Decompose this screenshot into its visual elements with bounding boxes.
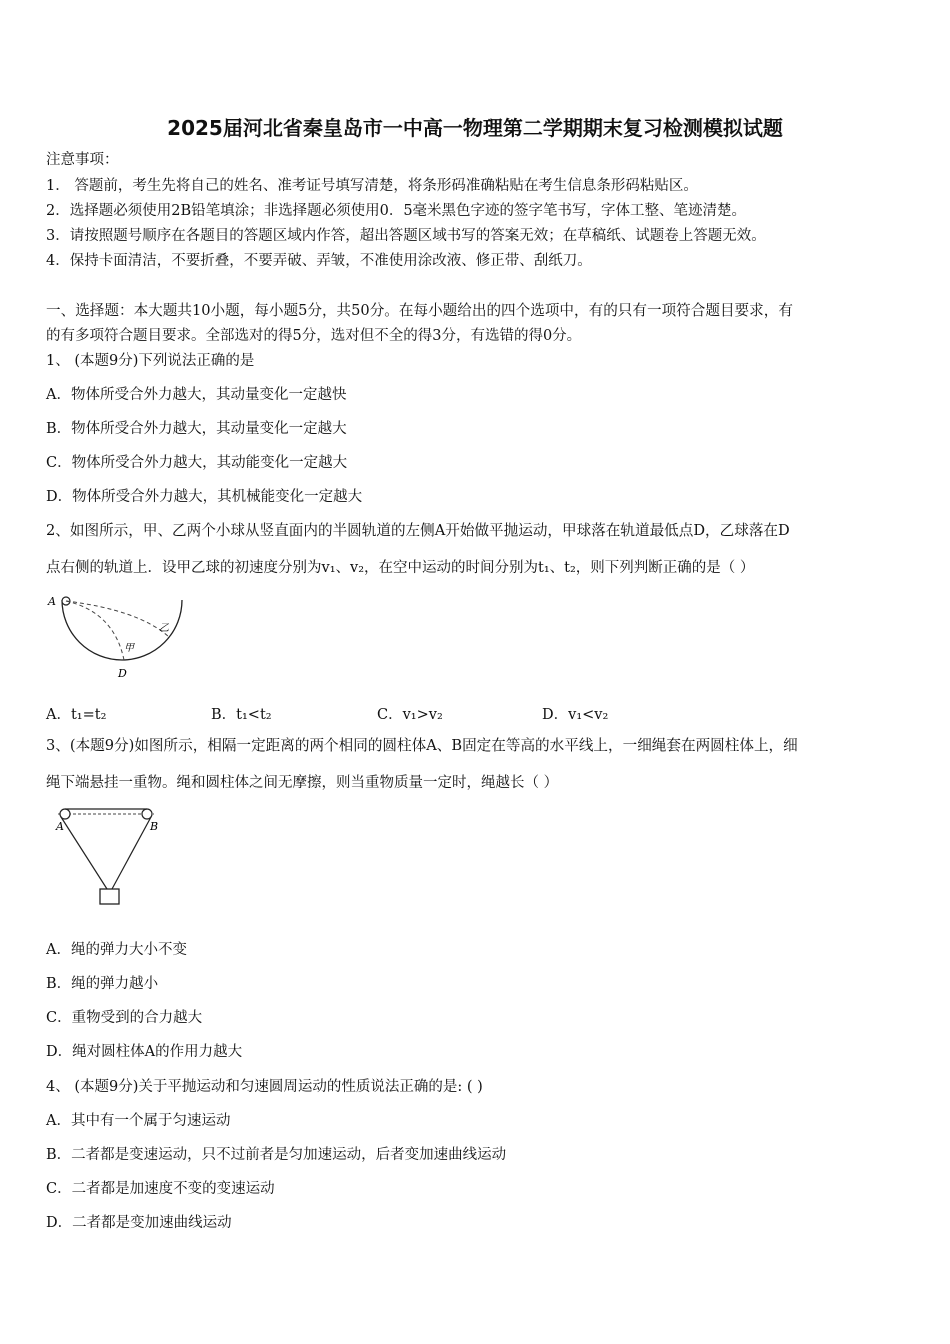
trajectory-jia <box>66 601 124 660</box>
q2-option-c: C．v₁>v₂ <box>377 707 443 723</box>
q3-option-b: B．绳的弹力越小 <box>46 976 159 992</box>
label-b: B <box>150 820 159 833</box>
hanging-weight <box>100 889 119 904</box>
q1-option-a: A．物体所受合外力越大，其动量变化一定越快 <box>46 387 347 403</box>
q4-option-b: B．二者都是变速运动，只不过前者是匀加速运动，后者变加速曲线运动 <box>46 1147 507 1163</box>
q2-option-b: B．t₁<t₂ <box>211 707 272 723</box>
q3-option-d: D．绳对圆柱体A的作用力越大 <box>46 1044 243 1060</box>
section-intro-line1: 一、选择题：本大题共10小题，每小题5分，共50分。在每小题给出的四个选项中，有的只有一项符合题目要求，有 <box>46 302 793 319</box>
label-d: D <box>118 667 127 680</box>
q3-pulley-figure <box>50 805 170 910</box>
q2-option-d: D．v₁<v₂ <box>542 707 609 723</box>
q4-stem: 4、 (本题9分)关于平抛运动和匀速圆周运动的性质说法正确的是: ( ) <box>46 1079 483 1095</box>
q1-option-c: C．物体所受合外力越大，其动能变化一定越大 <box>46 455 348 471</box>
q2-stem-line2: 点右侧的轨道上．设甲乙球的初速度分别为v₁、v₂，在空中运动的时间分别为t₁、t₂，则下列判断正确的是（ ） <box>46 560 755 576</box>
q4-option-a: A．其中有一个属于匀速运动 <box>46 1113 231 1129</box>
page-title: 2025届河北省秦皇岛市一中高一物理第二学期期末复习检测模拟试题 <box>167 116 783 140</box>
q4-option-d: D．二者都是变加速曲线运动 <box>46 1215 232 1231</box>
q1-stem: 1、 (本题9分)下列说法正确的是 <box>46 353 255 369</box>
notice-item: 1． 答题前，考生先将自己的姓名、准考证号填写清楚，将条形码准确粘贴在考生信息条形码粘贴区。 <box>46 178 698 194</box>
q3-stem-line2: 绳下端悬挂一重物。绳和圆柱体之间无摩擦，则当重物质量一定时，绳越长（ ） <box>46 775 559 791</box>
q4-option-c: C．二者都是加速度不变的变速运动 <box>46 1181 275 1197</box>
q1-option-d: D．物体所受合外力越大，其机械能变化一定越大 <box>46 489 363 505</box>
rope-right <box>112 817 151 889</box>
label-jia: 甲 <box>124 643 134 654</box>
q3-stem-line1: 3、(本题9分)如图所示，相隔一定距离的两个相同的圆柱体A、B固定在等高的水平线上，一细绳套在两圆柱体上，细 <box>46 737 798 754</box>
q2-option-a: A．t₁=t₂ <box>46 707 107 723</box>
q1-option-b: B．物体所受合外力越大，其动量变化一定越大 <box>46 421 347 437</box>
q2-semicircle-figure <box>44 592 189 684</box>
q2-stem-line1: 2、如图所示，甲、乙两个小球从竖直面内的半圆轨道的左侧A开始做平抛运动，甲球落在轨道最低点D，乙球落在D <box>46 522 790 539</box>
section-intro-line2: 的有多项符合题目要求。全部选对的得5分，选对但不全的得3分，有选错的得0分。 <box>46 328 582 344</box>
q3-option-c: C．重物受到的合力越大 <box>46 1010 203 1026</box>
label-a: A <box>56 820 64 833</box>
label-a: A <box>48 595 56 608</box>
notice-heading: 注意事项： <box>46 152 119 168</box>
rope-left <box>61 817 107 889</box>
notice-item: 3．请按照题号顺序在各题目的答题区域内作答，超出答题区域书写的答案无效；在草稿纸、试题卷上答题无效。 <box>46 228 766 244</box>
notice-item: 2．选择题必须使用2B铅笔填涂；非选择题必须使用0．5毫米黑色字迹的签字笔书写，字体工整、笔迹清楚。 <box>46 203 747 219</box>
label-yi: 乙 <box>159 623 169 634</box>
notice-item: 4．保持卡面清洁，不要折叠，不要弄破、弄皱，不准使用涂改液、修正带、刮纸刀。 <box>46 253 592 269</box>
q3-option-a: A．绳的弹力大小不变 <box>46 942 187 958</box>
